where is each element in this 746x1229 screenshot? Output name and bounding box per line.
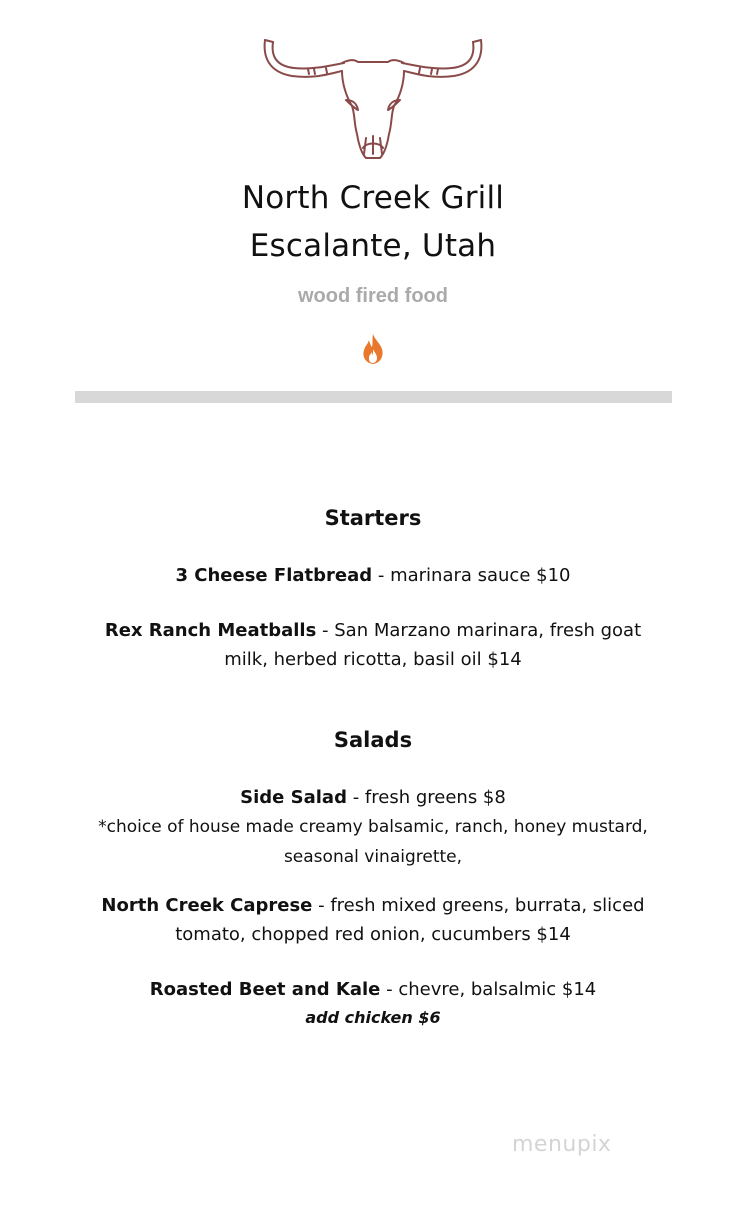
tagline: wood fired food [298,285,448,307]
add-chicken-note: add chicken $6 [305,1008,441,1027]
item-name: Side Salad [240,787,347,808]
longhorn-skull-icon [262,38,484,162]
item-description: - marinara sauce $10 [372,565,571,586]
menu-item-side-salad [60,783,686,872]
flame-icon [359,333,387,365]
menu-item-rex-ranch-meatballs [60,616,686,674]
item-description-continued: tomato, chopped red onion, cucumbers $14 [175,924,571,945]
menu-item-roasted-beet-and-kale [60,975,686,1004]
item-description: - fresh mixed greens, burrata, sliced [312,895,645,916]
item-description: - chevre, balsalmic $14 [380,979,597,1000]
header-divider [75,391,672,403]
item-description: - fresh greens $8 [346,787,506,808]
item-name: North Creek Caprese [101,895,313,916]
section-title-starters: Starters [324,506,422,530]
item-name: 3 Cheese Flatbread [175,565,373,586]
menu-item-north-creek-caprese [60,891,686,949]
restaurant-location: Escalante, Utah [249,228,497,264]
dressing-note: *choice of house made creamy balsamic, ranch, honey mustard, [98,817,648,837]
dressing-note-continued: seasonal vinaigrette, [283,847,463,867]
item-description: - San Marzano marinara, fresh goat [316,620,642,641]
item-name: Rex Ranch Meatballs [104,620,317,641]
section-title-salads: Salads [333,728,413,752]
item-description-continued: milk, herbed ricotta, basil oil $14 [224,649,522,670]
restaurant-name: North Creek Grill [241,180,505,216]
item-name: Roasted Beet and Kale [149,979,381,1000]
menu-item-3-cheese-flatbread [60,561,686,590]
watermark: menupix [512,1132,612,1157]
